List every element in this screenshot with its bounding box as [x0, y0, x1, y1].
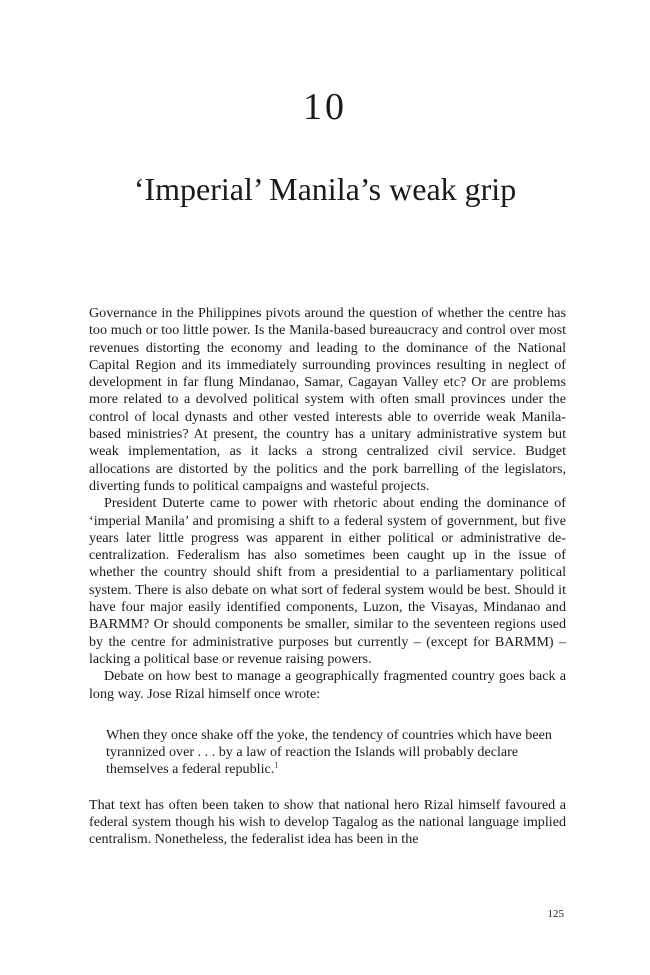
chapter-title: ‘Imperial’ Manila’s weak grip [133, 171, 517, 207]
paragraph-2: President Duterte came to power with rhetoric about ending the dominance of ‘imperial Manila’ and promising a shift to a federal system of government, but five years later little progress was apparent in either political or administrative de-centralization. Federalism has also sometimes been caught up in the issue of whether the country should shift from a presidential to a parliamentary political system. There is also debate on what sort of federal system would be best. Should it have four major easily identified components, Luzon, the Visayas, Mindanao and BARMM? Or should components be smaller, similar to the seventeen regions used by the centre for administrative purposes but currently – (except for BARMM) – lacking a political base or revenue raising powers. [89, 495, 566, 667]
block-quote-text: When they once shake off the yoke, the tendency of countries which have been tyrannized over . . . by a law of reaction the Islands will probably declare themselves a federal republic. [106, 726, 552, 778]
chapter-body [89, 305, 566, 849]
chapter-number: 10 [303, 86, 347, 128]
footnote-marker: 1 [274, 760, 279, 770]
paragraph-4: That text has often been taken to show that national hero Rizal himself favoured a federal system though his wish to develop Tagalog as the national language implied centralism. Nonetheless, the federalist idea has been in the [89, 796, 566, 848]
block-quote [106, 727, 566, 779]
paragraph-3: Debate on how best to manage a geographically fragmented country goes back a long way. Jose Rizal himself once wrote: [89, 668, 566, 702]
page-number: 125 [547, 908, 564, 920]
paragraph-1: Governance in the Philippines pivots around the question of whether the centre has too much or too little power. Is the Manila-based bureaucracy and control over most revenues distorting the economy and leading to the dominance of the National Capital Region and its immediately surrounding provinces resulting in neglect of development in far flung Mindanao, Samar, Cagayan Valley etc? Or are problems more related to a devolved political system with often small provinces under the control of local dynasts and other vested interests able to override weak Manila-based ministries? At present, the country has a unitary administrative system but weak implementation, as it lacks a strong centralized civil service. Budget allocations are distorted by the politics and the pork barrelling of the legislators, diverting funds to political campaigns and wasteful projects. [89, 305, 566, 494]
